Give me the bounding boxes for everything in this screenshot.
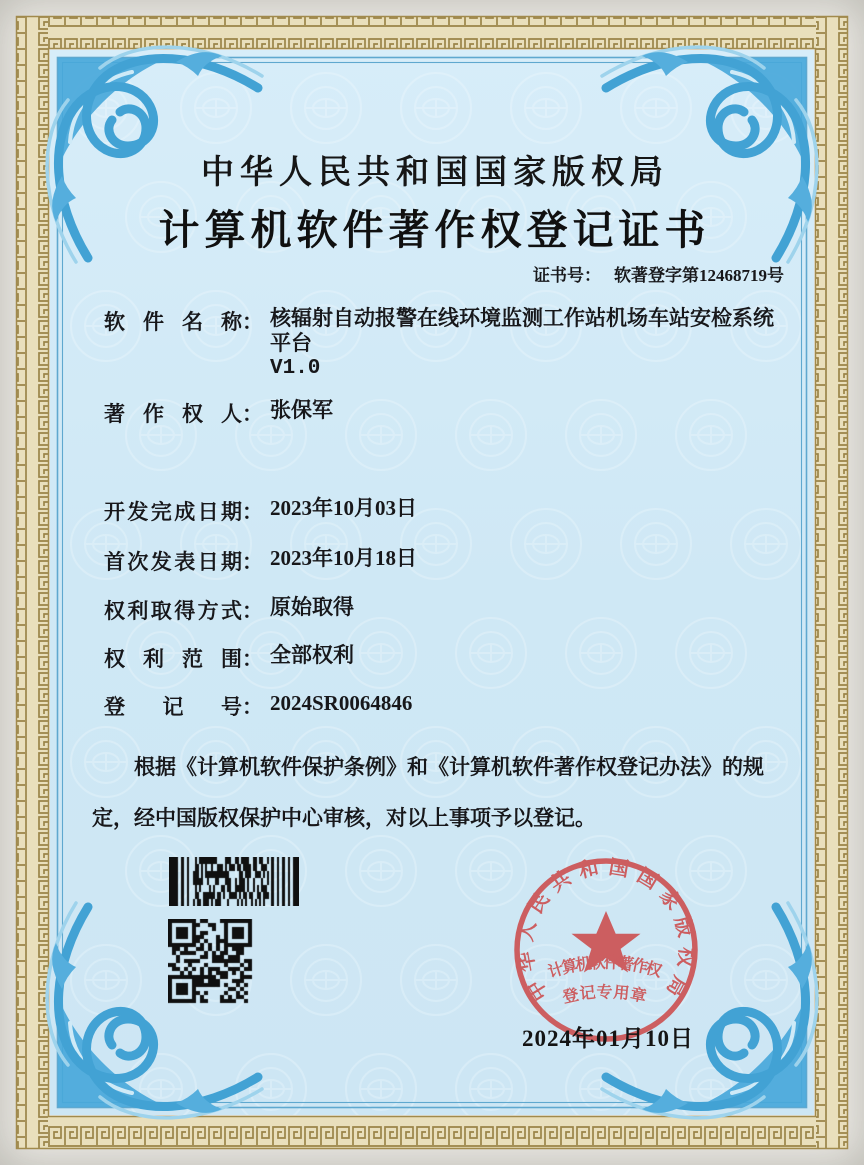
field-label: 权利范围 <box>104 647 242 671</box>
field-label: 首次发表日期 <box>104 550 242 574</box>
certificate-number-label: 证书号： <box>533 266 601 285</box>
field-label: 开发完成日期 <box>104 500 242 524</box>
field-rights-scope <box>104 643 354 673</box>
issue-date: 2024年01月10日 <box>522 1026 694 1051</box>
field-label: 权利取得方式 <box>104 599 242 623</box>
seal-inner-text-2: 登记专用章 <box>561 984 648 1007</box>
field-first-publish-date <box>104 546 417 576</box>
field-copyright-owner <box>104 398 333 428</box>
field-colon: ： <box>242 402 263 426</box>
authority-title: 中华人民共和国国家版权局 <box>201 153 669 190</box>
field-colon: ： <box>242 550 263 574</box>
field-value: 2023年10月03日 <box>270 496 417 520</box>
field-value: 原始取得 <box>270 595 354 619</box>
certificate-number <box>533 261 784 286</box>
official-seal <box>510 852 702 1044</box>
field-colon: ： <box>242 695 263 719</box>
svg-text:计算机软件著作权 <box>546 953 665 982</box>
certificate-title: 计算机软件著作权登记证书 <box>158 207 711 253</box>
software-version: V1.0 <box>270 357 321 380</box>
field-registration-number <box>104 691 413 721</box>
field-software-name <box>104 306 774 380</box>
svg-text:登记专用章 <box>560 982 648 1007</box>
field-value: 张保军 <box>270 398 333 422</box>
field-value: 核辐射自动报警在线环境监测工作站机场车站安检系统平台 <box>270 306 774 355</box>
field-rights-acquisition <box>104 595 354 625</box>
field-value: 全部权利 <box>270 643 354 667</box>
field-label: 著作权人 <box>104 402 242 426</box>
registration-statement: 根据《计算机软件保护条例》和《计算机软件著作权登记办法》的规定，经中国版权保护中心审核，对以上事项予以登记。 <box>92 755 764 830</box>
field-colon: ： <box>242 647 263 671</box>
field-value: 2023年10月18日 <box>270 546 417 570</box>
field-colon: ： <box>242 500 263 524</box>
seal-ring-text: 中华人民共和国国家版权局 <box>514 856 698 1005</box>
certificate-number-value: 软著登字第12468719号 <box>614 266 784 285</box>
field-dev-complete-date <box>104 496 417 526</box>
barcode <box>169 857 299 906</box>
field-label: 软件名称 <box>104 310 242 334</box>
seal-inner-text-1: 计算机软件著作权 <box>545 954 664 982</box>
field-colon: ： <box>242 310 263 334</box>
field-value: 2024SR0064846 <box>270 691 413 715</box>
field-label: 登记号 <box>104 695 242 719</box>
field-colon: ： <box>242 599 263 623</box>
qr-code <box>168 919 253 1004</box>
